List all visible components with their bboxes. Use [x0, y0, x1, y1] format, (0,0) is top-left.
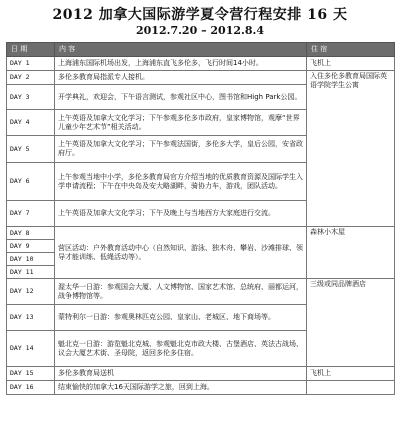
- table-row: [7, 367, 395, 381]
- day-cell: DAY 9: [7, 240, 55, 253]
- table-row: [7, 279, 395, 305]
- content-cell: 开学典礼，欢迎会，下午语言测试，参观社区中心，图书馆和High Park公园。: [55, 85, 307, 110]
- day-cell: DAY 6: [7, 163, 55, 201]
- table-row: [7, 227, 395, 240]
- content-cell: 渥太华一日游：参观国会大厦、人文博物馆、国家艺术馆、总统府、丽都运河，战争博物馆等。: [55, 279, 307, 305]
- day-cell: DAY 5: [7, 136, 55, 163]
- content-cell: 上午英语及加拿大文化学习；下午参观多伦多市政府，皇家博物馆，观摩“世界儿童少年艺术节”相关活动。: [55, 110, 307, 136]
- table-row: [7, 381, 395, 395]
- day-cell: DAY 16: [7, 381, 55, 395]
- table-row: [7, 57, 395, 71]
- day-cell: DAY 12: [7, 279, 55, 305]
- lodging-cell: [307, 381, 395, 395]
- content-cell: 蒙特利尔一日游：参观奥林匹克公园、皇家山、老城区、地下商场等。: [55, 305, 307, 331]
- content-cell: 上午英语及加拿大文化学习；下午参观法国街，多伦多大学，皇后公园，安省政府厅。: [55, 136, 307, 163]
- lodging-cell: 飞机上: [307, 367, 395, 381]
- itinerary-table: [6, 42, 395, 395]
- day-cell: DAY 11: [7, 266, 55, 279]
- table-header-row: [7, 43, 395, 57]
- day-cell: DAY 13: [7, 305, 55, 331]
- table-row: [7, 71, 395, 85]
- lodging-cell: 入住多伦多教育局国际英语学院学生公寓: [307, 71, 395, 227]
- page-title: 2012 加拿大国际游学夏令营行程安排 16 天: [52, 7, 348, 23]
- header-lodging: 住 宿: [307, 43, 395, 57]
- lodging-cell: 三级或同品牌酒店: [307, 279, 395, 367]
- day-cell: DAY 10: [7, 253, 55, 266]
- date-range: 2012.7.20 – 2012.8.4: [136, 24, 264, 37]
- content-cell: 多伦多教育局指派专人接机。: [55, 71, 307, 85]
- content-cell: 上午英语及加拿大文化学习；下午及晚上与当地西方大家庭进行交流。: [55, 201, 307, 227]
- header-content: 内 容: [55, 43, 307, 57]
- day-cell: DAY 3: [7, 85, 55, 110]
- day-cell: DAY 2: [7, 71, 55, 85]
- content-cell: 结束愉快的加拿大16天国际游学之旅，回到上海。: [55, 381, 307, 395]
- day-cell: DAY 14: [7, 331, 55, 367]
- lodging-cell: 飞机上: [307, 57, 395, 71]
- content-cell: 上午参观当地中小学，多伦多教育局官方介绍当地的优质教育资源及国际学生入学申请流程；下午在中央岛及安大略湖畔，骑协力车，游戏，团队活动。: [55, 163, 307, 201]
- day-cell: DAY 1: [7, 57, 55, 71]
- day-cell: DAY 8: [7, 227, 55, 240]
- content-cell: 上海浦东国际机场出发，上海浦东直飞多伦多，飞行时间14小时。: [55, 57, 307, 71]
- day-cell: DAY 4: [7, 110, 55, 136]
- header-date: 日 期: [7, 43, 55, 57]
- content-cell: 营区活动：户外教育活动中心（自然知识、游泳、独木舟、攀岩、沙滩排球、领导才能训练、低绳活动等）。: [55, 227, 307, 279]
- lodging-cell: 森林小木屋: [307, 227, 395, 279]
- content-cell: 魁北克一日游：游览魁北克城、参观魁北克市政大楼、古堡酒店、英法古战场、议会大厦艺术街、圣母院，返回多伦多住宿。: [55, 331, 307, 367]
- content-cell: 多伦多教育局送机: [55, 367, 307, 381]
- day-cell: DAY 15: [7, 367, 55, 381]
- day-cell: DAY 7: [7, 201, 55, 227]
